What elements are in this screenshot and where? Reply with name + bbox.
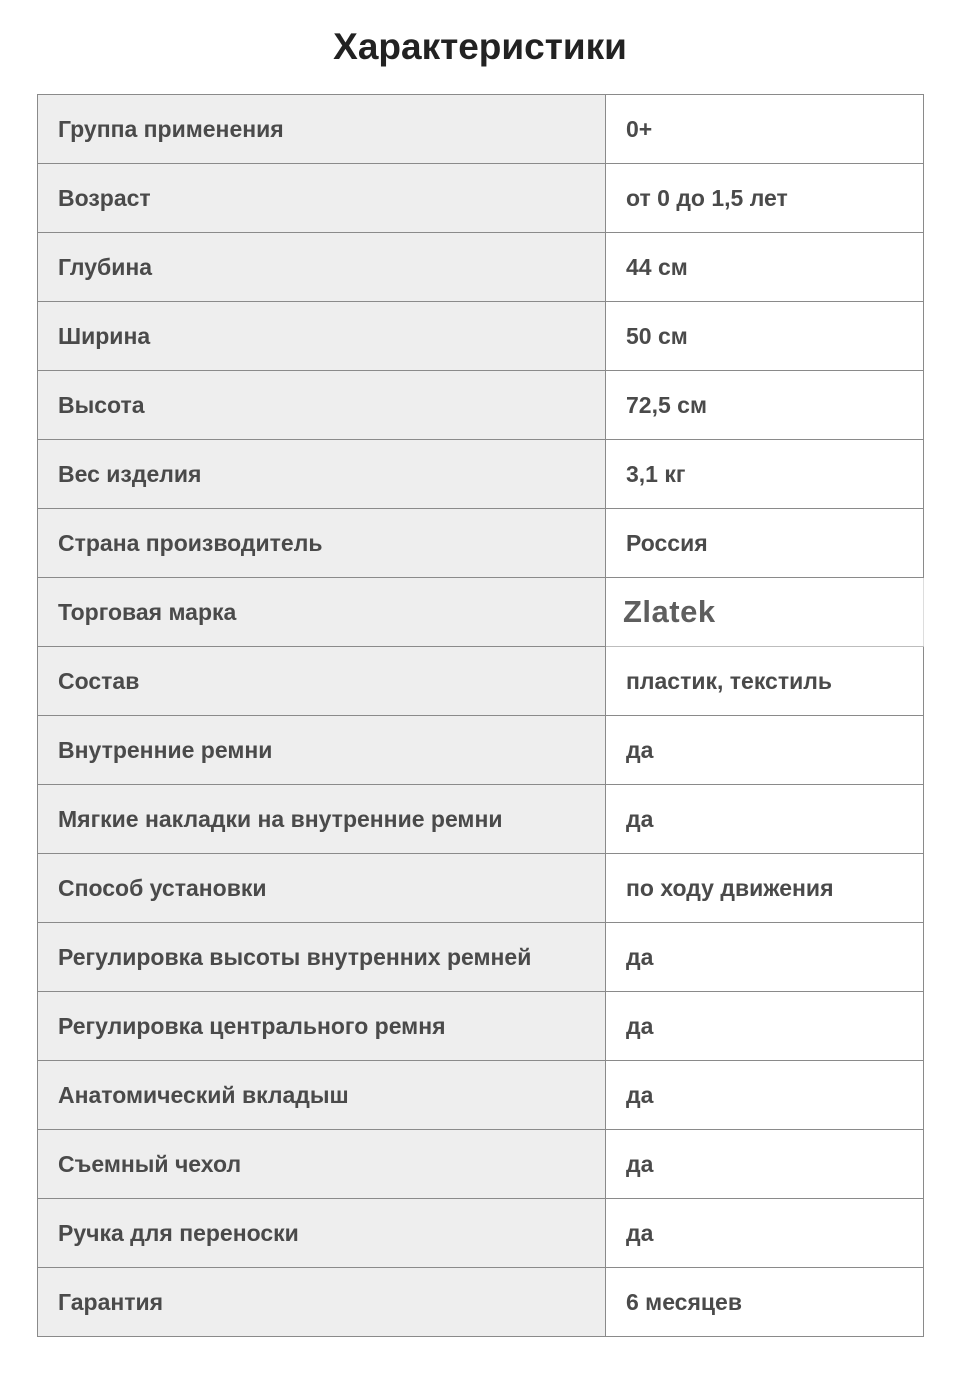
spec-value: 72,5 см — [606, 371, 924, 440]
spec-value: да — [606, 1199, 924, 1268]
spec-value: 50 см — [606, 302, 924, 371]
spec-value: 44 см — [606, 233, 924, 302]
spec-label: Страна производитель — [38, 509, 606, 578]
table-row — [38, 1199, 924, 1268]
table-row — [38, 854, 924, 923]
table-row — [38, 647, 924, 716]
table-row — [38, 578, 924, 647]
table-row — [38, 923, 924, 992]
spec-value: 6 месяцев — [606, 1268, 924, 1337]
specifications-table — [37, 94, 924, 1337]
spec-label: Внутренние ремни — [38, 716, 606, 785]
spec-value: 0+ — [606, 95, 924, 164]
table-row — [38, 785, 924, 854]
spec-value: по ходу движения — [606, 854, 924, 923]
spec-label: Состав — [38, 647, 606, 716]
spec-value: да — [606, 992, 924, 1061]
table-row — [38, 440, 924, 509]
spec-value: Россия — [606, 509, 924, 578]
table-row — [38, 233, 924, 302]
spec-value: да — [606, 716, 924, 785]
spec-value: 3,1 кг — [606, 440, 924, 509]
spec-label: Съемный чехол — [38, 1130, 606, 1199]
spec-label: Высота — [38, 371, 606, 440]
spec-value: пластик, текстиль — [606, 647, 924, 716]
spec-label: Регулировка высоты внутренних ремней — [38, 923, 606, 992]
spec-label: Способ установки — [38, 854, 606, 923]
spec-label: Мягкие накладки на внутренние ремни — [38, 785, 606, 854]
spec-label: Вес изделия — [38, 440, 606, 509]
brand-name: Zlatek — [623, 594, 716, 629]
spec-value: от 0 до 1,5 лет — [606, 164, 924, 233]
spec-value: да — [606, 1061, 924, 1130]
table-row — [38, 509, 924, 578]
spec-label: Анатомический вкладыш — [38, 1061, 606, 1130]
table-row — [38, 1061, 924, 1130]
page-title: Характеристики — [333, 26, 627, 67]
table-row — [38, 164, 924, 233]
spec-label: Ширина — [38, 302, 606, 371]
table-row — [38, 95, 924, 164]
spec-label: Регулировка центрального ремня — [38, 992, 606, 1061]
table-row — [38, 1130, 924, 1199]
table-row — [38, 992, 924, 1061]
spec-label: Глубина — [38, 233, 606, 302]
spec-label: Торговая марка — [38, 578, 606, 647]
spec-value: да — [606, 923, 924, 992]
spec-label: Возраст — [38, 164, 606, 233]
spec-label: Группа применения — [38, 95, 606, 164]
table-row — [38, 302, 924, 371]
spec-value: да — [606, 785, 924, 854]
spec-value: да — [606, 1130, 924, 1199]
table-row — [38, 371, 924, 440]
spec-label: Гарантия — [38, 1268, 606, 1337]
brand-value-cell — [606, 578, 924, 647]
spec-label: Ручка для переноски — [38, 1199, 606, 1268]
table-row — [38, 716, 924, 785]
table-row — [38, 1268, 924, 1337]
